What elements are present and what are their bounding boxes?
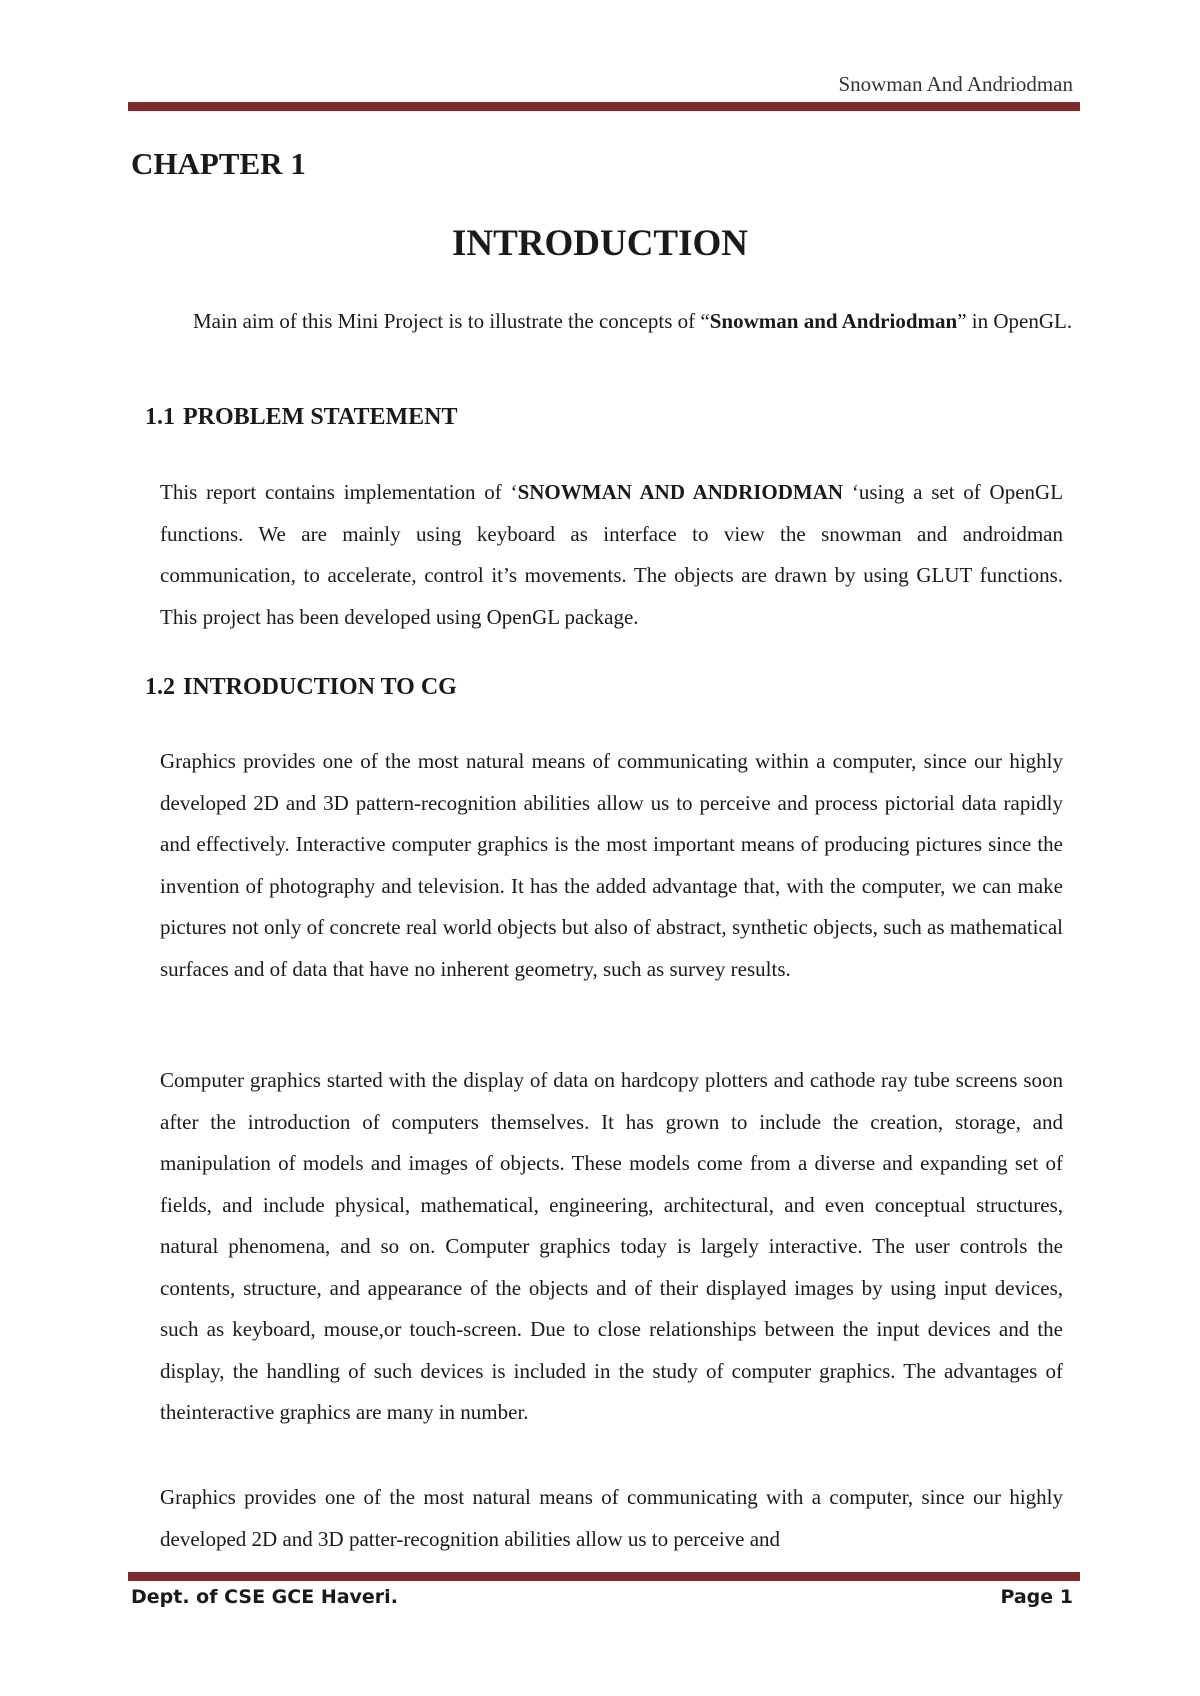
problem-statement-paragraph <box>160 472 1063 638</box>
paragraph-text-bold: SNOWMAN AND ANDRIODMAN <box>517 480 844 504</box>
section-title: INTRODUCTION TO CG <box>183 674 457 700</box>
section-number: 1.2 <box>145 674 175 700</box>
section-heading-1-2 <box>145 674 457 701</box>
intro-paragraph <box>145 301 1075 342</box>
paragraph-text-before: This report contains implementation of ‘ <box>160 480 518 504</box>
section-number: 1.1 <box>145 404 175 430</box>
paragraph-text-after: ‘using a set of OpenGL functions. We are mainly using keyboard as interface to view the snowman and androidman communication, to accelerate, control it’s movements. The objects are drawn by using GLUT functions. This project has been developed using OpenGL package. <box>160 480 1064 629</box>
intro-text-bold: Snowman and Andriodman <box>709 309 958 333</box>
footer-rule <box>128 1572 1080 1581</box>
cg-paragraph-1: Graphics provides one of the most natural means of communicating within a computer, since our highly developed 2D and 3D pattern-recognition abilities allow us to perceive and process pictorial data rapidly and effectively. Interactive computer graphics is the most important means of producing pictures since the invention of photography and television. It has the added advantage that, with the computer, we can make pictures not only of concrete real world objects but also of abstract, synthetic objects, such as mathematical surfaces and of data that have no inherent geometry, such as survey results. <box>160 749 1063 981</box>
cg-paragraph-2: Computer graphics started with the display of data on hardcopy plotters and cathode ray tube screens soon after the introduction of computers themselves. It has grown to include the creation, storage, and manipulation of models and images of objects. These models come from a diverse and expanding set of fields, and include physical, mathematical, engineering, architectural, and even conceptual structures, natural phenomena, and so on. Computer graphics today is largely interactive. The user controls the contents, structure, and appearance of the objects and of their displayed images by using input devices, such as keyboard, mouse,or touch-screen. Due to close relationships between the input devices and the display, the handling of such devices is included in the study of computer graphics. The advantages of theinteractive graphics are many in number. <box>160 1068 1063 1424</box>
page-number: Page 1 <box>1000 1586 1073 1608</box>
footer-department: Dept. of CSE GCE Haveri. <box>131 1586 398 1608</box>
intro-text-before: Main aim of this Mini Project is to illustrate the concepts of “ <box>193 309 710 333</box>
chapter-label: CHAPTER 1 <box>131 146 306 181</box>
chapter-title: INTRODUCTION <box>451 223 749 264</box>
section-heading-1-1 <box>145 404 457 431</box>
header-rule <box>128 102 1080 111</box>
section-title: PROBLEM STATEMENT <box>183 404 458 430</box>
running-header: Snowman And Andriodman <box>838 72 1073 96</box>
intro-text-after: ” in OpenGL. <box>957 309 1073 333</box>
cg-paragraph-3: Graphics provides one of the most natural means of communicating with a computer, since our highly developed 2D and 3D patter-recognition abilities allow us to perceive and <box>160 1485 1063 1551</box>
